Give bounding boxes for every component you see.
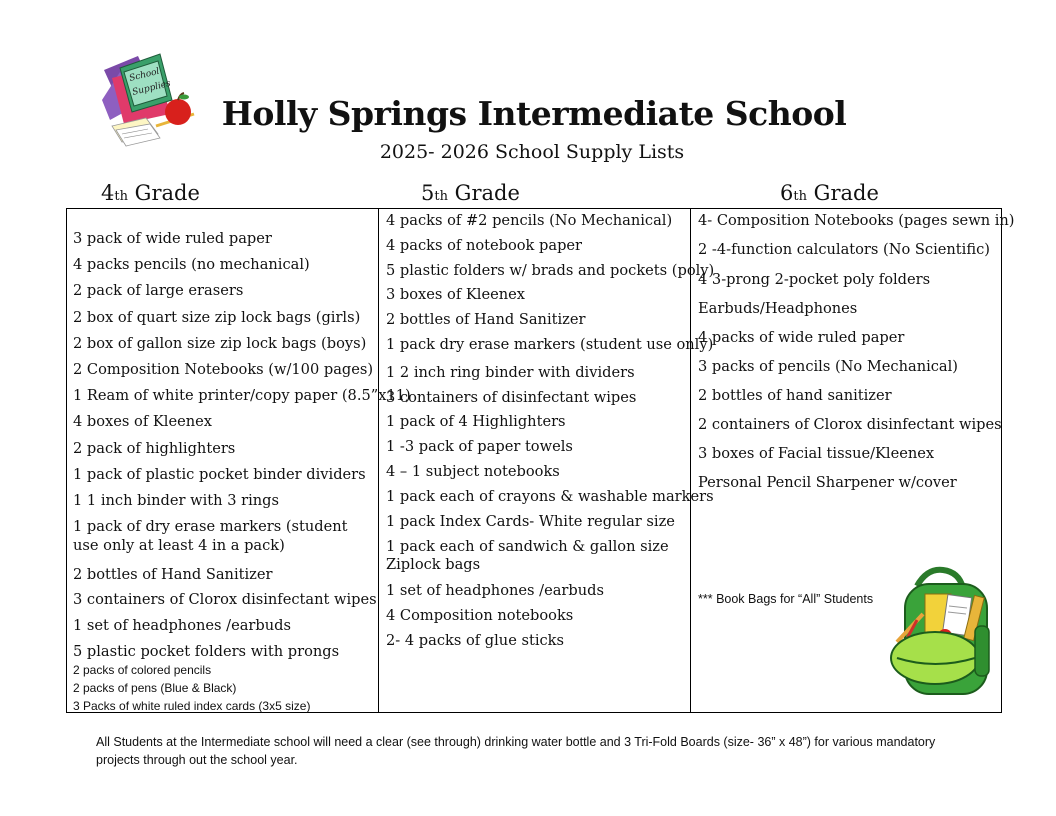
list-item: 2 packs of pens (Blue & Black) bbox=[73, 681, 237, 695]
list-item: 4 packs of #2 pencils (No Mechanical) bbox=[386, 212, 673, 229]
list-item: 1 pack Index Cards- White regular size bbox=[386, 513, 675, 530]
list-item: 1 pack of dry erase markers (student use only at least 4 in a pack) bbox=[73, 518, 348, 554]
grade-5-label: Grade bbox=[454, 181, 520, 205]
grade-4-column bbox=[67, 209, 411, 713]
page-title: Holly Springs Intermediate School bbox=[221, 94, 847, 133]
list-item: 3 boxes of Kleenex bbox=[386, 286, 525, 303]
list-item: 1 pack dry erase markers (student use only) bbox=[386, 336, 714, 353]
list-item: 3 containers of Clorox disinfectant wipes bbox=[73, 591, 377, 608]
list-item: 4 Composition notebooks bbox=[386, 607, 574, 624]
grade-4-heading bbox=[101, 181, 200, 205]
list-item: 5 plastic pocket folders with prongs bbox=[73, 643, 340, 660]
page-subtitle: 2025- 2026 School Supply Lists bbox=[379, 141, 685, 163]
list-item: 1 set of headphones /earbuds bbox=[73, 617, 291, 634]
grade-6-heading bbox=[780, 181, 879, 205]
list-item: 2 box of quart size zip lock bags (girls) bbox=[73, 309, 361, 326]
supply-table bbox=[66, 208, 1015, 713]
list-item: 2 packs of colored pencils bbox=[73, 663, 212, 677]
grade-6-number: 6 bbox=[780, 181, 794, 205]
list-item: 1 pack of 4 Highlighters bbox=[386, 413, 566, 430]
list-item: 2 bottles of hand sanitizer bbox=[698, 387, 892, 404]
list-item: 2 pack of highlighters bbox=[73, 440, 236, 457]
list-item: 4 packs pencils (no mechanical) bbox=[73, 256, 310, 273]
grade-5-suffix: th bbox=[434, 189, 448, 204]
grade-6-suffix: th bbox=[793, 189, 807, 204]
book-bags-note: *** Book Bags for “All” Students bbox=[698, 592, 874, 606]
list-item: Personal Pencil Sharpener w/cover bbox=[698, 474, 957, 491]
list-item: 1 pack each of crayons & washable markers bbox=[386, 488, 714, 505]
grade-5-heading bbox=[421, 181, 520, 205]
logo-line2: Supplies bbox=[131, 78, 172, 98]
list-item: 4 boxes of Kleenex bbox=[73, 413, 212, 430]
list-item: 2 bottles of Hand Sanitizer bbox=[386, 311, 586, 328]
grade-4-number: 4 bbox=[101, 181, 115, 205]
list-item: 2 -4-function calculators (No Scientific) bbox=[698, 241, 990, 258]
footer-note: All Students at the Intermediate school will need a clear (see through) drinking water bottle and 3 Tri-Fold Boards (size- 36” x 48”) for various mandatory projects through out the school year. bbox=[96, 735, 936, 767]
list-item: 1 pack each of sandwich & gallon size Ziplock bags bbox=[386, 538, 669, 573]
grade-5-column bbox=[379, 209, 715, 712]
list-item: 2 containers of Clorox disinfectant wipes bbox=[698, 416, 1002, 433]
grade-6-column bbox=[691, 209, 1015, 712]
list-item: 3 pack of wide ruled paper bbox=[73, 230, 272, 247]
list-item: 2 Composition Notebooks (w/100 pages) bbox=[73, 361, 374, 378]
list-item: 1 -3 pack of paper towels bbox=[386, 438, 573, 455]
list-item: 4 packs of notebook paper bbox=[386, 237, 583, 254]
list-item: 1 set of headphones /earbuds bbox=[386, 582, 604, 599]
list-item: 3 boxes of Facial tissue/Kleenex bbox=[698, 445, 935, 462]
list-item: 2 box of gallon size zip lock bags (boys) bbox=[73, 335, 367, 352]
list-item: 1 Ream of white printer/copy paper (8.5”x11) bbox=[73, 387, 411, 404]
list-item: 4- Composition Notebooks (pages sewn in) bbox=[698, 212, 1015, 229]
list-item: 4 – 1 subject notebooks bbox=[386, 463, 560, 480]
backpack-icon bbox=[887, 566, 997, 702]
list-item: 1 1 inch binder with 3 rings bbox=[73, 492, 279, 509]
list-item: 3 containers of disinfectant wipes bbox=[386, 389, 637, 406]
list-item: 4 3-prong 2-pocket poly folders bbox=[698, 271, 931, 288]
logo-line1: School bbox=[128, 66, 161, 84]
grade-6-label: Grade bbox=[813, 181, 879, 205]
list-item: 1 pack of plastic pocket binder dividers bbox=[73, 466, 366, 483]
list-item: 2 bottles of Hand Sanitizer bbox=[73, 566, 273, 583]
list-item: 2- 4 packs of glue sticks bbox=[386, 632, 565, 649]
grade-5-number: 5 bbox=[421, 181, 435, 205]
list-item: 2 pack of large erasers bbox=[73, 282, 244, 299]
list-item: 5 plastic folders w/ brads and pockets (poly) bbox=[386, 262, 715, 279]
list-item: 3 Packs of white ruled index cards (3x5 size) bbox=[73, 699, 311, 713]
list-item: 1 2 inch ring binder with dividers bbox=[386, 364, 635, 381]
grade-4-label: Grade bbox=[134, 181, 200, 205]
list-item: 3 packs of pencils (No Mechanical) bbox=[698, 358, 958, 375]
grade-4-suffix: th bbox=[114, 189, 128, 204]
list-item: Earbuds/Headphones bbox=[698, 300, 858, 317]
list-item: 4 packs of wide ruled paper bbox=[698, 329, 905, 346]
